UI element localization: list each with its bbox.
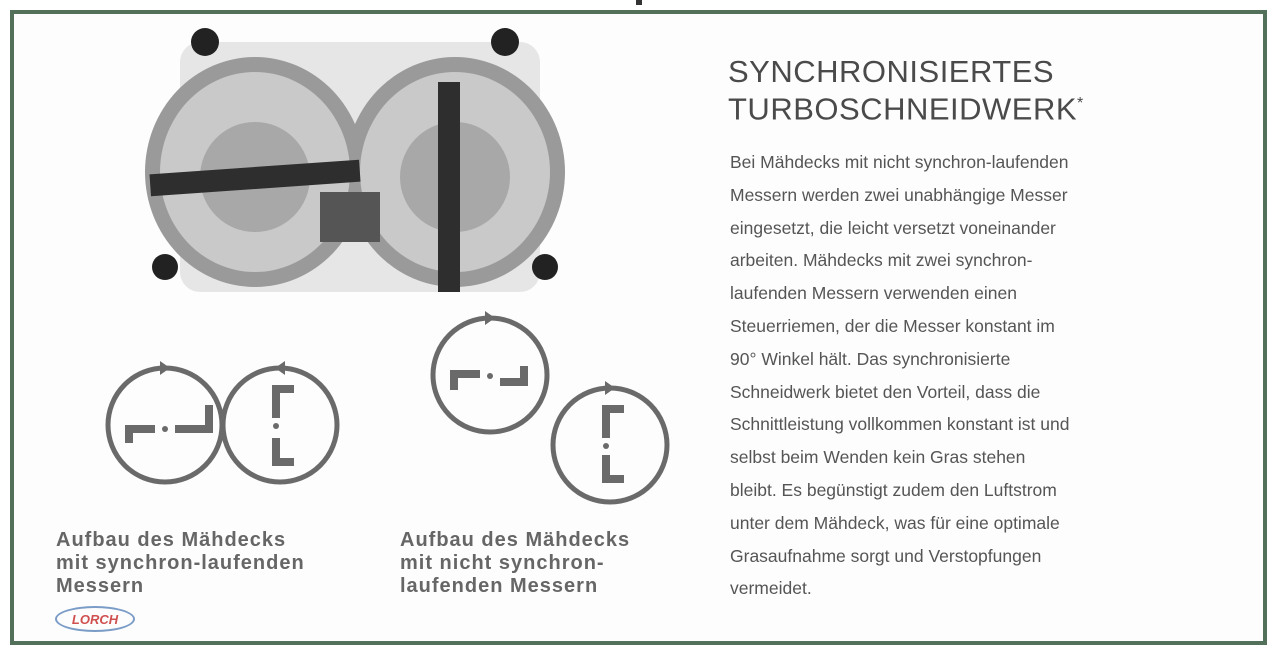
caption-line: laufenden Messern: [400, 575, 599, 597]
body-line: Bei Mähdecks mit nicht synchron-laufenden: [730, 152, 1069, 172]
caption-line: Aufbau des Mähdecks: [56, 529, 287, 551]
sync-blades-diagram: [100, 360, 350, 490]
body-line: eingesetzt, die leicht versetzt voneinander: [730, 217, 1056, 238]
caption-nonsync: [400, 529, 630, 598]
body-line: Steuerriemen, der die Messer konstant im: [730, 315, 1055, 336]
body-line: laufenden Messern verwenden einen: [730, 283, 1017, 304]
body-line: Schneidwerk bietet den Vorteil, dass die: [730, 381, 1041, 402]
caption-line: mit nicht synchron-: [400, 552, 605, 574]
body-line: selbst beim Wenden kein Gras stehen: [730, 447, 1026, 468]
body-line: bleibt. Es begünstigt zudem den Luftstrom: [730, 479, 1057, 500]
caption-line: mit synchron-laufenden: [56, 552, 305, 574]
title-text: TURBOSCHNEIDWERK: [728, 91, 1078, 127]
body-line: Messern werden zwei unabhängige Messer: [730, 184, 1068, 205]
body-line: vermeidet.: [730, 578, 812, 599]
lorch-watermark-logo: LORCH: [55, 606, 135, 632]
body-line: 90° Winkel hält. Das synchronisierte: [730, 348, 1011, 369]
caption-line: Aufbau des Mähdecks: [400, 529, 631, 551]
title-line: SYNCHRONISIERTES: [728, 54, 1055, 89]
section-title: [728, 56, 1084, 125]
caption-sync: [56, 529, 305, 598]
title-line: [728, 88, 1084, 125]
body-line: Schnittleistung vollkommen konstant ist und: [730, 414, 1070, 435]
nonsync-blades-diagram: [425, 310, 675, 510]
caption-line: Messern: [56, 575, 145, 597]
mower-deck-image: [140, 22, 580, 307]
body-line: Grasaufnahme sorgt und Verstopfungen: [730, 545, 1042, 566]
body-line: unter dem Mähdeck, was für eine optimale: [730, 512, 1060, 533]
body-text: [730, 146, 1250, 605]
body-line: arbeiten. Mähdecks mit zwei synchron-: [730, 250, 1033, 271]
footnote-marker: *: [1077, 95, 1084, 112]
top-mark: [636, 0, 642, 5]
